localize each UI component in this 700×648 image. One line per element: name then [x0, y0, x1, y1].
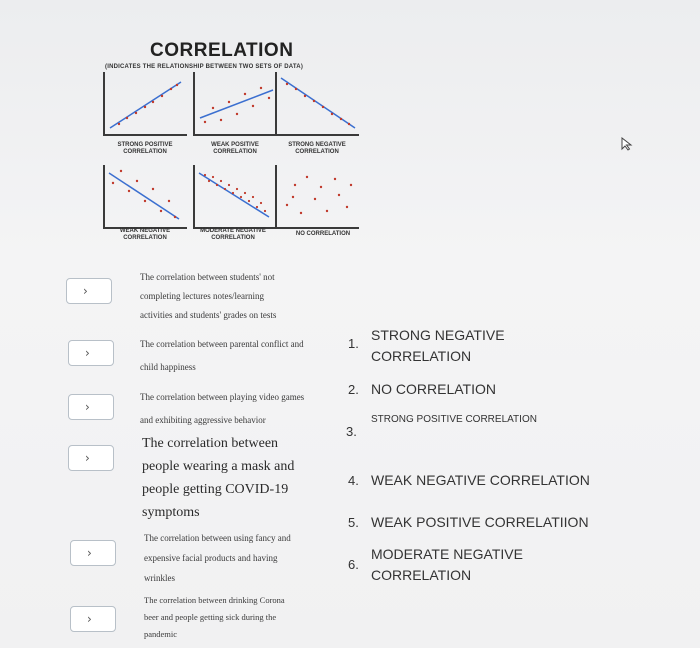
answer-dropdown-3[interactable] — [68, 394, 114, 420]
answer-option-1: STRONG NEGATIVE CORRELATION — [371, 327, 505, 364]
question-1: The correlation between students' not completing lectures notes/learning activities and students' grades on tests — [140, 272, 277, 320]
plot-moderate-negative — [193, 165, 277, 229]
question-5: The correlation between using fancy and expensive facial products and having wrinkles — [144, 533, 291, 583]
answer-number: 5. — [348, 515, 359, 530]
answer-option-5: WEAK POSITIVE CORRELATIION — [371, 514, 589, 530]
plot-label: WEAK NEGATIVE CORRELATION — [119, 228, 171, 241]
question-4: The correlation between people wearing a mask and people getting COVID-19 symptoms — [142, 436, 295, 520]
question-3: The correlation between playing video games and exhibiting aggressive behavior — [140, 392, 305, 425]
plot-label: NO CORRELATION — [295, 231, 351, 237]
plot-weak-negative — [103, 165, 187, 229]
plot-no-correlation — [275, 165, 359, 229]
chevron-down-icon: › — [83, 284, 88, 298]
plot-weak-positive — [193, 72, 277, 136]
answer-dropdown-4[interactable] — [68, 445, 114, 471]
answer-number: 4. — [348, 473, 359, 488]
answer-number: 1. — [348, 336, 359, 351]
plot-label: WEAK POSITIVE CORRELATION — [211, 142, 259, 155]
answer-option-3: STRONG POSITIVE CORRELATION — [371, 414, 537, 425]
infographic-subtitle: (INDICATES THE RELATIONSHIP BETWEEN TWO SETS OF DATA) — [105, 64, 304, 70]
plot-label: STRONG POSITIVE CORRELATION — [117, 142, 173, 155]
answer-dropdown-1[interactable] — [66, 278, 112, 304]
plot-label: MODERATE NEGATIVE CORRELATION — [200, 228, 266, 241]
chevron-down-icon: › — [87, 612, 92, 626]
answer-option-4: WEAK NEGATIVE CORRELATION — [371, 472, 590, 488]
answer-number: 2. — [348, 382, 359, 397]
question-6: The correlation between drinking Corona beer and people getting sick during the pandemic — [144, 595, 285, 639]
answer-dropdown-2[interactable] — [68, 340, 114, 366]
question-2: The correlation between parental conflict and child happiness — [140, 339, 304, 372]
answer-dropdown-6[interactable] — [70, 606, 116, 632]
mouse-pointer-icon — [620, 137, 634, 151]
plot-label: STRONG NEGATIVE CORRELATION — [288, 142, 346, 155]
answer-option-2: NO CORRELATION — [371, 381, 496, 397]
chevron-down-icon: › — [85, 400, 90, 414]
chevron-down-icon: › — [85, 346, 90, 360]
chevron-down-icon: › — [85, 451, 90, 465]
plot-strong-negative — [275, 72, 359, 136]
infographic-title: CORRELATION — [150, 40, 294, 61]
answer-number: 6. — [348, 557, 359, 572]
answer-option-6: MODERATE NEGATIVE CORRELATION — [371, 546, 523, 583]
answer-number: 3. — [346, 424, 357, 439]
chevron-down-icon: › — [87, 546, 92, 560]
plot-strong-positive — [103, 72, 187, 136]
answer-dropdown-5[interactable] — [70, 540, 116, 566]
